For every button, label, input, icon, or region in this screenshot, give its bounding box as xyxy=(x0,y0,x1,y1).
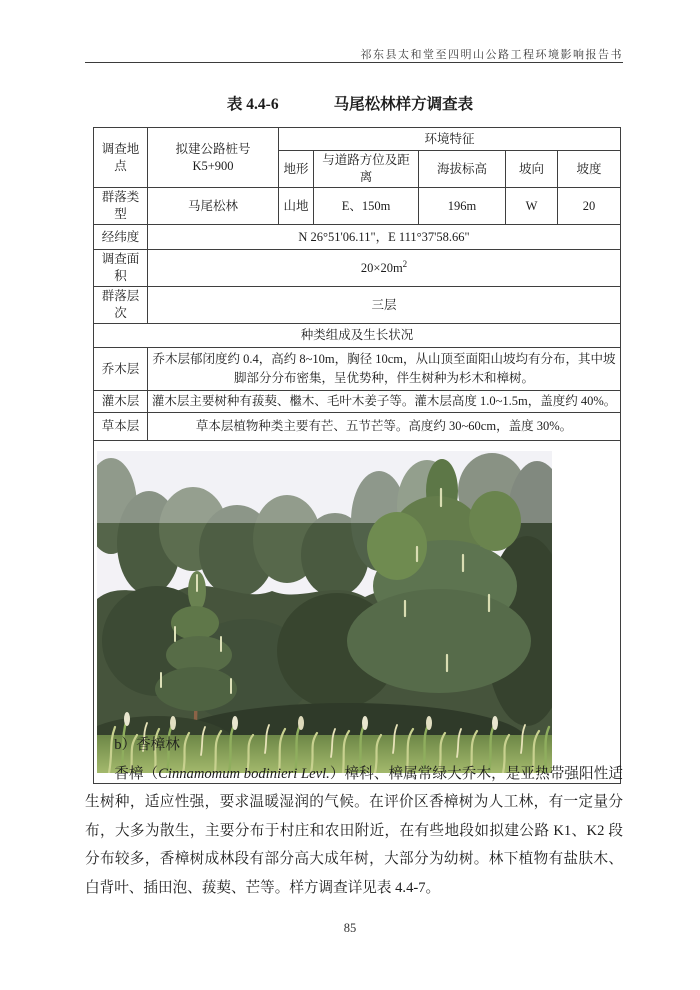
value-herb-layer: 草本层植物种类主要有芒、五节芒等。高度约 30~60cm，盖度 30%。 xyxy=(148,413,621,441)
value-survey-area xyxy=(148,250,621,287)
value-elevation: 196m xyxy=(419,188,506,225)
para-suffix: ）樟科、樟属常绿大乔木，是亚热带强阳性适生树种，适应性强，要求温暖湿润的气候。在评价区香樟树为人工林，有一定量分布，大多为散生，主要分布于村庄和农田附近，在有些地段如拟建公路 K1、K2 段分布较多，香樟树成林段有部分高大成年树，大部分为幼树。林下植物有盐肤木、白背叶、插田泡、菝葜、芒等。样方调查详见表 4.4-7。 xyxy=(85,765,623,896)
label-coordinates: 经纬度 xyxy=(94,225,148,250)
table-caption xyxy=(0,92,700,114)
survey-area-superscript: 2 xyxy=(402,258,408,269)
latin-name: Cinnamomum bodinieri Levl. xyxy=(158,765,330,782)
value-stake-number xyxy=(148,128,279,188)
table-caption-title: 马尾松林样方调查表 xyxy=(333,96,474,113)
table-row xyxy=(94,324,621,348)
running-header: 祁东县太和堂至四明山公路工程环境影响报告书 xyxy=(360,49,623,61)
survey-area-base: 20×20m xyxy=(360,260,403,275)
label-survey-site: 调查地点 xyxy=(94,128,148,188)
value-shrub-layer: 灌木层主要树种有菝葜、檵木、毛叶木姜子等。灌木层高度 1.0~1.5m，盖度约 40%。 xyxy=(148,391,621,413)
table-row xyxy=(94,287,621,324)
table-row xyxy=(94,391,621,413)
value-tree-layer: 乔木层郁闭度约 0.4，高约 8~10m，胸径 10cm，从山顶至面阳山坡均有分布，其中坡脚部分分布密集，呈优势种，伴生树种为杉木和樟树。 xyxy=(148,348,621,391)
header-rule xyxy=(85,62,623,63)
label-survey-area: 调查面积 xyxy=(94,250,148,287)
value-community-type: 马尾松林 xyxy=(148,188,279,225)
label-shrub-layer: 灌木层 xyxy=(94,391,148,413)
label-elevation: 海拔标高 xyxy=(419,151,506,188)
label-community-layers: 群落层次 xyxy=(94,287,148,324)
value-community-layers: 三层 xyxy=(148,287,621,324)
page-number: 85 xyxy=(343,921,357,935)
para-prefix: 香樟（ xyxy=(114,765,159,782)
table-row xyxy=(94,348,621,391)
forest-photo xyxy=(97,451,552,773)
table-row xyxy=(94,128,621,151)
body-paragraph xyxy=(85,760,623,903)
label-terrain: 地形 xyxy=(279,151,314,188)
label-tree-layer: 乔木层 xyxy=(94,348,148,391)
subsection-heading: b）香樟林 xyxy=(114,737,180,753)
value-terrain: 山地 xyxy=(279,188,314,225)
value-slope-aspect: W xyxy=(506,188,558,225)
value-coordinates: N 26°51'06.11"，E 111°37'58.66" xyxy=(148,225,621,250)
table-row xyxy=(94,250,621,287)
label-env-features: 环境特征 xyxy=(279,128,621,151)
sample-survey-table xyxy=(93,127,621,784)
table-caption-number: 表 4.4-6 xyxy=(226,96,279,113)
label-slope-aspect: 坡向 xyxy=(506,151,558,188)
stake-line1: 拟建公路桩号 xyxy=(175,141,251,156)
label-herb-layer: 草本层 xyxy=(94,413,148,441)
value-slope-gradient: 20 xyxy=(558,188,621,225)
table-row xyxy=(94,225,621,250)
table-row xyxy=(94,188,621,225)
label-community-type: 群落类型 xyxy=(94,188,148,225)
label-slope-gradient: 坡度 xyxy=(558,151,621,188)
stake-line2: K5+900 xyxy=(192,158,234,173)
value-road-direction: E、150m xyxy=(314,188,419,225)
label-composition: 种类组成及生长状况 xyxy=(94,324,621,348)
body-text xyxy=(85,731,623,903)
table-row xyxy=(94,413,621,441)
label-road-direction: 与道路方位及距离 xyxy=(314,151,419,188)
